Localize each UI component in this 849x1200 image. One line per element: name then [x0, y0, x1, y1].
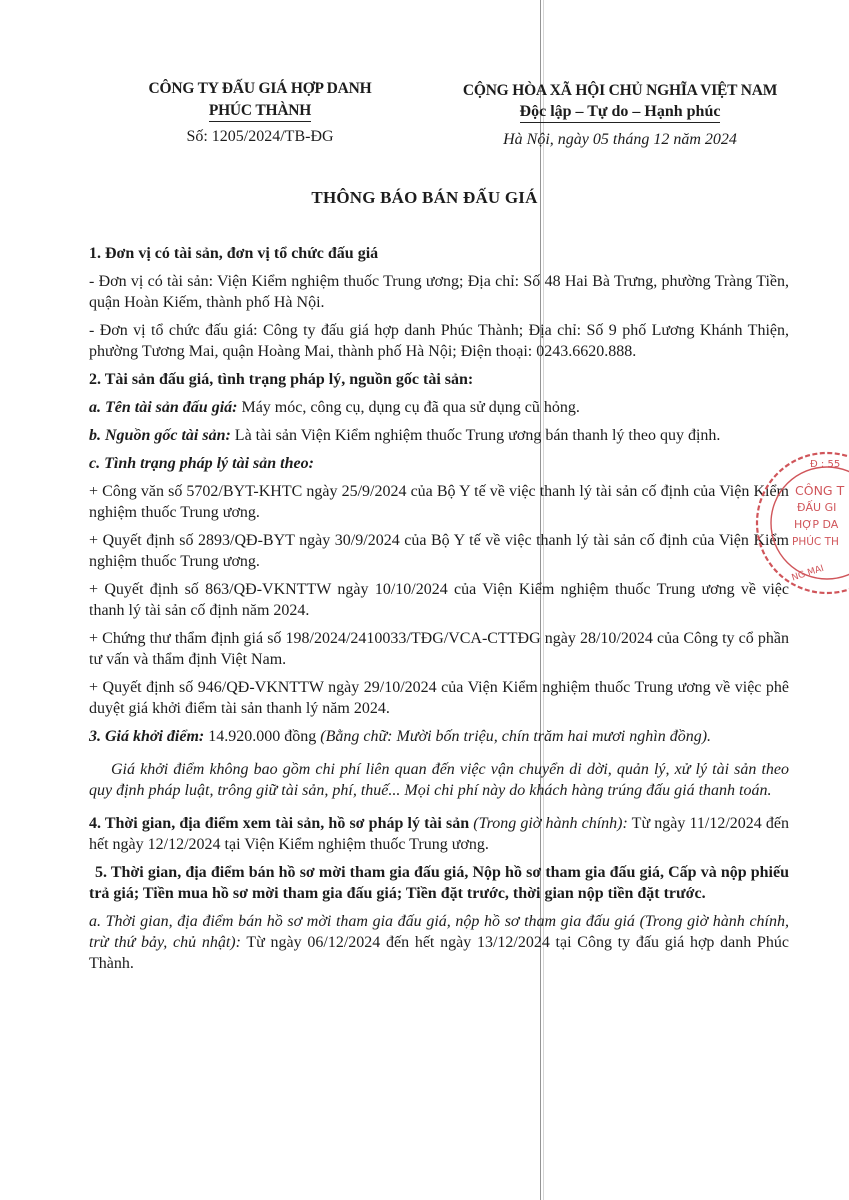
- section-4: [89, 813, 789, 855]
- asset-origin-label: b. Nguồn gốc tài sản:: [89, 427, 231, 444]
- legal-doc-item: + Quyết định số 863/QĐ-VKNTTW ngày 10/10/2024 của Viện Kiểm nghiệm thuốc Trung ương về việc thanh lý tài sản cố định năm 2024.: [89, 581, 789, 619]
- seal-text-top: Đ : 55: [810, 459, 841, 470]
- asset-name-text: Máy móc, công cụ, dụng cụ đã qua sử dụng cũ hỏng.: [237, 399, 580, 416]
- seal-text-bottom: NG MAI: [790, 563, 826, 584]
- issue-date: Hà Nội, ngày 05 tháng 12 năm 2024: [503, 131, 737, 148]
- auction-organizer: - Đơn vị tổ chức đấu giá: Công ty đấu giá hợp danh Phúc Thành; Địa chỉ: Số 9 phố Lương Khánh Thiện, phường Tương Mai, quận Hoàng Mai, thành phố Hà Nội; Điện thoại: 0243.6620.888.: [89, 322, 789, 360]
- section-4-hours: (Trong giờ hành chính):: [469, 815, 628, 832]
- company-seal: [752, 448, 849, 598]
- seal-line-4: PHÚC TH: [792, 536, 839, 548]
- starting-price-words: (Bằng chữ: Mười bốn triệu, chín trăm hai mươi nghìn đồng).: [320, 728, 712, 745]
- legal-status-label: c. Tình trạng pháp lý tài sản theo:: [89, 455, 314, 472]
- section-2-heading: 2. Tài sản đấu giá, tình trạng pháp lý, nguồn gốc tài sản:: [89, 371, 474, 388]
- legal-doc-item: + Chứng thư thẩm định giá số 198/2024/2410033/TĐG/VCA-CTTĐG ngày 28/10/2024 của Công ty cổ phần tư vấn và thẩm định Việt Nam.: [89, 630, 789, 668]
- section-5-heading: 5. Thời gian, địa điểm bán hồ sơ mời tham gia đấu giá, Nộp hồ sơ tham gia đấu giá, Cấp và nộp phiếu trả giá; Tiền mua hồ sơ mời tham gia đấu giá; Tiền đặt trước, thời gian nộp tiền đặt trước.: [89, 864, 789, 902]
- starting-price: [89, 726, 789, 747]
- section-5a: [89, 911, 789, 974]
- document-body: [89, 236, 789, 974]
- legal-doc-item: + Quyết định số 946/QĐ-VKNTTW ngày 29/10/2024 của Viện Kiểm nghiệm thuốc Trung ương về việc phê duyệt giá khởi điểm tài sản thanh lý năm 2024.: [89, 679, 789, 717]
- starting-price-label: 3. Giá khởi điểm:: [89, 728, 205, 745]
- starting-price-note: Giá khởi điểm không bao gồm chi phí liên quan đến việc vận chuyển di dời, quản lý, xử lý tài sản theo quy định pháp luật, trông giữ tài sản, phí, thuế... Mọi chi phí này do khách hàng trúng đấu giá thanh toán.: [89, 761, 789, 799]
- document-title: THÔNG BÁO BÁN ĐẤU GIÁ: [311, 188, 538, 207]
- asset-name: [89, 397, 789, 418]
- section-5a-italic: a. Thời gian, địa điểm bán hồ sơ mời tham gia đấu giá, nộp hồ sơ tham gia đấu giá (Trong giờ hành chính, trừ thứ bảy, chủ nhật):: [89, 913, 789, 951]
- seal-line-2: ĐẤU GI: [797, 501, 837, 514]
- national-heading-block: [440, 80, 800, 149]
- asset-name-label: a. Tên tài sản đấu giá:: [89, 399, 238, 416]
- asset-owner: - Đơn vị có tài sản: Viện Kiểm nghiệm thuốc Trung ương; Địa chỉ: Số 48 Hai Bà Trưng, phường Tràng Tiền, quận Hoàn Kiếm, thành phố Hà Nội.: [89, 273, 789, 311]
- issuer-block: [100, 78, 420, 146]
- document-number: Số: 1205/2024/TB-ĐG: [186, 128, 334, 145]
- company-name-line2: PHÚC THÀNH: [209, 101, 311, 122]
- section-5a-text: Từ ngày 06/12/2024 đến hết ngày 13/12/2024 tại Công ty đấu giá hợp danh Phúc Thành.: [89, 934, 789, 972]
- section-1-heading: 1. Đơn vị có tài sản, đơn vị tổ chức đấu giá: [89, 245, 379, 262]
- section-4-text: Từ ngày 11/12/2024 đến hết ngày 12/12/2024 tại Viện Kiểm nghiệm thuốc Trung ương.: [89, 815, 790, 853]
- legal-doc-item: + Quyết định số 2893/QĐ-BYT ngày 30/9/2024 của Bộ Y tế về việc thanh lý tài sản cố định của Viện Kiểm nghiệm thuốc Trung ương.: [89, 532, 789, 570]
- national-motto: Độc lập – Tự do – Hạnh phúc: [520, 102, 721, 123]
- asset-origin: [89, 425, 789, 446]
- section-4-heading: 4. Thời gian, địa điểm xem tài sản, hồ sơ pháp lý tài sản: [89, 815, 470, 832]
- asset-origin-text: Là tài sản Viện Kiểm nghiệm thuốc Trung ương bán thanh lý theo quy định.: [230, 427, 721, 444]
- seal-line-1: CÔNG T: [795, 483, 845, 498]
- seal-line-3: HỢP DA: [794, 518, 839, 531]
- starting-price-amount: 14.920.000 đồng: [204, 728, 321, 745]
- legal-doc-item: + Công văn số 5702/BYT-KHTC ngày 25/9/2024 của Bộ Y tế về việc thanh lý tài sản cố định của Viện Kiểm nghiệm thuốc Trung ương.: [89, 483, 789, 521]
- nation-name: CỘNG HÒA XÃ HỘI CHỦ NGHĨA VIỆT NAM: [462, 82, 778, 99]
- company-name-line1: CÔNG TY ĐẤU GIÁ HỢP DANH: [148, 80, 372, 97]
